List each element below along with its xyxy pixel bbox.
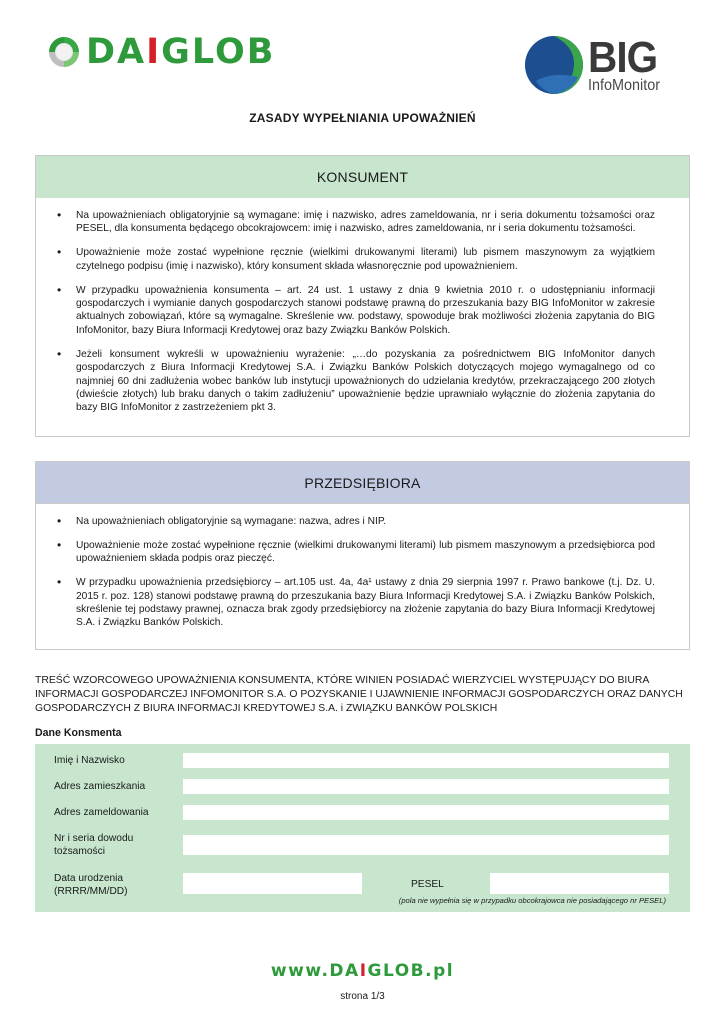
konsument-heading: KONSUMENT xyxy=(36,156,689,198)
big-wordmark: BIG xyxy=(588,33,658,82)
adres-zamieszkania-input[interactable] xyxy=(183,779,669,794)
dane-konsumenta-label: Dane Konsmenta xyxy=(35,727,122,739)
nr-seria-dowodu-label: Nr i seria dowodu tożsamości xyxy=(54,833,134,857)
przedsiebiorca-rules-list xyxy=(76,515,655,630)
list-item: • Na upoważnieniach obligatoryjnie są wymagane: nazwa, adres i NIP. xyxy=(76,515,655,528)
nr-seria-dowodu-input[interactable] xyxy=(183,835,669,855)
przedsiebiorca-heading: PRZEDSIĘBIORA xyxy=(36,462,689,504)
list-item: • W przypadku upoważnienia konsumenta – art. 24 ust. 1 ustawy z dnia 9 kwietnia 2010 r. o udostępnianiu informacji gospodarczych i wymianie danych gospodarczych stanowi podstawę prawną do przeszukania bazy BIG InfoMonitor w zakresie aktualnych zobowiązań, które są wymagalne. Skreślenie ww. podstawy, spowoduje brak możliwości złożenia zapytania do BIG InfoMonitor, bazy Biura Informacji Kredytowej oraz bazy Związku Banków Polskich. xyxy=(76,284,655,338)
infomonitor-wordmark: InfoMonitor xyxy=(588,77,661,94)
list-item: • Jeżeli konsument wykreśli w upoważnieniu wyrażenie: „…do pozyskania za pośrednictwem BIG InfoMonitor danych gospodarczych z Biura Informacji Kredytowej S.A. i Związku Banków Polskich dotyczących mojego wymagalnego od co najmniej 60 dni zadłużenia wobec banków lub instytucji upoważnionych do udzielania kredytów, przekraczającego 200 złotych (dwieście złotych) lub braku danych o takim zadłużeniu” upoważnienie będzie uprawniało wyłącznie do złożenia zapytania do bazy BIG InfoMonitor z zastrzeżeniem pkt 3. xyxy=(76,348,655,415)
adres-zameldowania-input[interactable] xyxy=(183,805,669,820)
list-item: • W przypadku upoważnienia przedsiębiorcy – art.105 ust. 4a, 4a¹ ustawy z dnia 29 sierpnia 1997 r. Prawo bankowe (t.j. Dz. U. 2015 r. poz. 128) stanowi podstawę prawną do przeszukania bazy Biura Informacji Kredytowej S.A. i Związku Banków Polskich, skreślenie tej podstawy prawnej, oznacza brak zgody przedsiębiorcy na złożenie zapytania do bazy Biura Informacji Kredytowej S.A. i Związku Banków Polskich. xyxy=(76,576,655,630)
adres-zamieszkania-label: Adres zamieszkania xyxy=(54,781,146,792)
pesel-input[interactable] xyxy=(490,873,669,894)
list-item: • Upoważnienie może zostać wypełnione ręcznie (wielkimi drukowanymi literami) lub pismem maszynowym za wyjątkiem czytelnego podpisu (imię i nazwisko), który konsument składa własnoręcznie pod upoważnieniem. xyxy=(76,246,655,273)
authorization-intro-text: TREŚĆ WZORCOWEGO UPOWAŻNIENIA KONSUMENTA, KTÓRE WINIEN POSIADAĆ WIERZYCIEL WYSTĘPUJĄCY DO BIURA INFORMACJI GOSPODARCZEJ INFOMONITOR S.A. O POZYSKANIE I UJAWNIENIE INFORMACJI GOSPODARCZYCH ORAZ DANYCH GOSPODARCZYCH Z BIURA INFORMACJI KREDYTOWEJ S.A. i ZWIĄZKU BANKÓW POLSKICH xyxy=(35,675,683,715)
data-urodzenia-label: Data urodzenia (RRRR/MM/DD) xyxy=(54,873,128,897)
big-infomonitor-logo xyxy=(524,32,668,98)
imie-nazwisko-input[interactable] xyxy=(183,753,669,768)
page-title: ZASADY WYPEŁNIANIA UPOWAŻNIEŃ xyxy=(249,111,476,125)
pesel-note: (pola nie wypełnia się w przypadku obcokrajowca nie posiadającego nr PESEL) xyxy=(398,896,666,905)
consumer-data-form xyxy=(35,744,690,912)
page-number: strona 1/3 xyxy=(340,991,385,1002)
pesel-label: PESEL xyxy=(411,879,444,890)
big-circle-icon xyxy=(524,35,584,95)
imie-nazwisko-label: Imię i Nazwisko xyxy=(54,755,125,766)
footer-url-link[interactable]: www.DAIGLOB.pl xyxy=(270,961,455,981)
list-item: • Upoważnienie może zostać wypełnione ręcznie (wielkimi drukowanymi literami) lub pismem maszynowym a przedsiębiorca pod upoważnieniem składa podpis oraz pieczęć. xyxy=(76,539,655,566)
globe-arrows-icon xyxy=(44,32,84,72)
daiglob-logo xyxy=(44,28,275,76)
list-item: • Na upoważnieniach obligatoryjnie są wymagane: imię i nazwisko, adres zameldowania, nr i seria dokumentu tożsamości oraz PESEL, dla konsumenta będącego obcokrajowcem: imię i nazwisko, adres zameldowania, nr i seria dokumentu tożsamości. xyxy=(76,209,655,236)
data-urodzenia-input[interactable] xyxy=(183,873,362,894)
daiglob-wordmark: DAIGLOB xyxy=(86,32,276,72)
przedsiebiorca-section xyxy=(35,461,690,650)
konsument-rules-list xyxy=(76,209,655,415)
adres-zameldowania-label: Adres zameldowania xyxy=(54,807,149,818)
konsument-section xyxy=(35,155,690,437)
